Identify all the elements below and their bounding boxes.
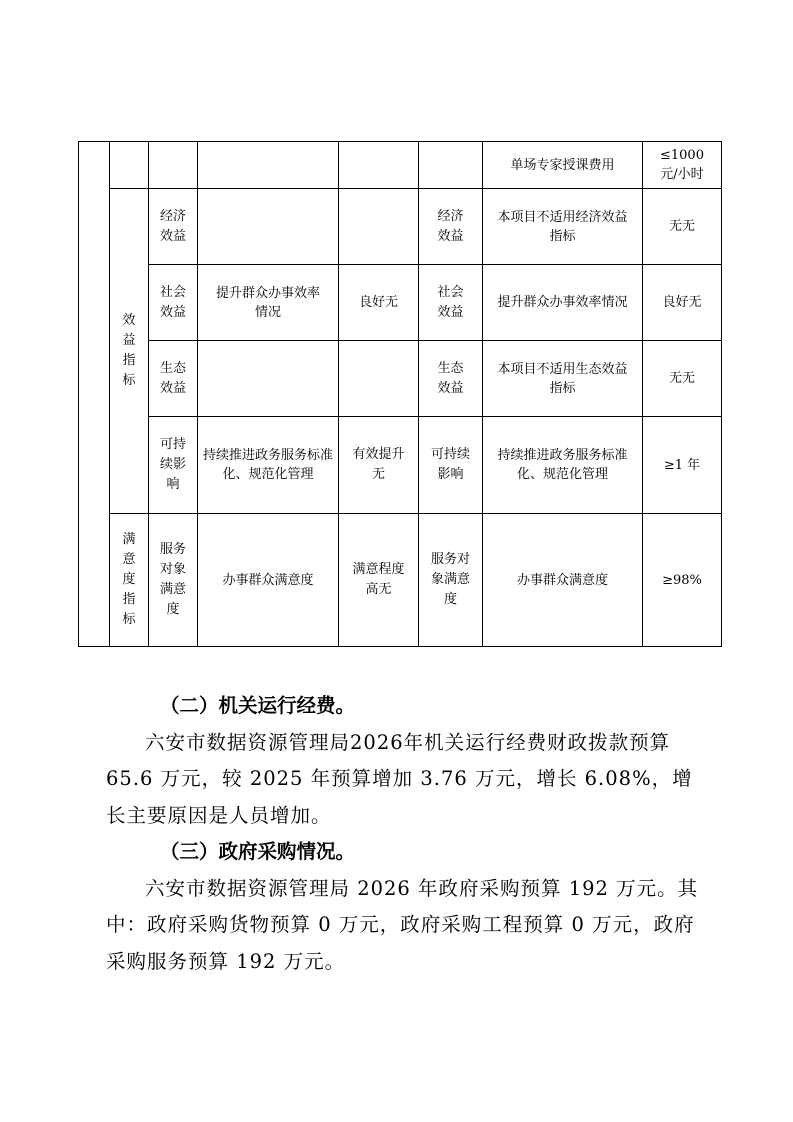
table-cell [339, 142, 419, 189]
section-paragraph: 六安市数据资源管理局2026年机关运行经费财政拨款预算 65.6 万元，较 2025 年预算增加 3.76 万元，增长 6.08%，增长主要原因是人员增加。 [106, 730, 693, 827]
annual-content-cell: 办事群众满意度 [198, 514, 339, 647]
table-cell [149, 142, 198, 189]
body-text [106, 688, 706, 980]
subcategory-cell: 服务对象满意度 [149, 514, 198, 647]
table-left-border-cell [79, 142, 110, 647]
standard-value-cell: ≤1000 元/小时 [643, 142, 722, 189]
section-heading: （三）政府采购情况。 [160, 840, 356, 863]
annual-value-cell: 满意程度高无 [339, 514, 419, 647]
annual-content-cell [198, 189, 339, 265]
table-row [79, 142, 722, 189]
section-heading: （二）机关运行经费。 [160, 694, 356, 717]
annual-value-cell: 有效提升无 [339, 417, 419, 514]
benefit-category-cell: 效益指标 [110, 189, 149, 514]
standard-value-cell: 无无 [643, 341, 722, 417]
standard-content-cell: 办事群众满意度 [483, 514, 643, 647]
standard-value-cell: 良好无 [643, 265, 722, 341]
table-row [79, 417, 722, 514]
standard-value-cell: 无无 [643, 189, 722, 265]
table-cell [419, 142, 483, 189]
subcategory-cell: 社会效益 [149, 265, 198, 341]
subcategory2-cell: 服务对象满意度 [419, 514, 483, 647]
annual-content-cell: 提升群众办事效率情况 [198, 265, 339, 341]
satisfaction-category-cell: 满意度指标 [110, 514, 149, 647]
standard-value-cell: ≥1 年 [643, 417, 722, 514]
annual-value-cell [339, 189, 419, 265]
subcategory2-cell: 经济效益 [419, 189, 483, 265]
performance-indicator-table [78, 141, 722, 647]
table-cell [198, 142, 339, 189]
standard-content-cell: 提升群众办事效率情况 [483, 265, 643, 341]
standard-content-cell: 单场专家授课费用 [483, 142, 643, 189]
annual-content-cell: 持续推进政务服务标准化、规范化管理 [198, 417, 339, 514]
table-row [79, 341, 722, 417]
table-row [79, 189, 722, 265]
subcategory2-cell: 社会效益 [419, 265, 483, 341]
table-row [79, 514, 722, 647]
standard-value-cell: ≥98% [643, 514, 722, 647]
standard-content-cell: 本项目不适用经济效益指标 [483, 189, 643, 265]
table-cell [110, 142, 149, 189]
subcategory2-cell: 可持续影响 [419, 417, 483, 514]
subcategory2-cell: 生态效益 [419, 341, 483, 417]
subcategory-cell: 生态效益 [149, 341, 198, 417]
standard-content-cell: 本项目不适用生态效益指标 [483, 341, 643, 417]
standard-content-cell: 持续推进政务服务标准化、规范化管理 [483, 417, 643, 514]
annual-value-cell: 良好无 [339, 265, 419, 341]
section-paragraph: 六安市数据资源管理局 2026 年政府采购预算 192 万元。其中：政府采购货物预算 0 万元，政府采购工程预算 0 万元，政府采购服务预算 192 万元。 [106, 876, 699, 973]
annual-content-cell [198, 341, 339, 417]
annual-value-cell [339, 341, 419, 417]
subcategory-cell: 经济效益 [149, 189, 198, 265]
table-row [79, 265, 722, 341]
subcategory-cell: 可持续影响 [149, 417, 198, 514]
